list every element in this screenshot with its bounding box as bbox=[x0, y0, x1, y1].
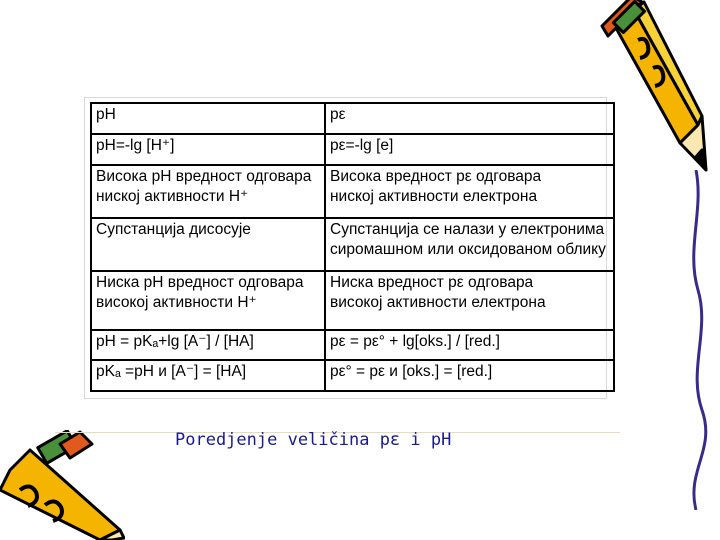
table-cell: pε° = pε и [oks.] = [red.] bbox=[325, 360, 614, 391]
table-cell: Супстанција дисосује bbox=[91, 218, 325, 271]
slide-caption: Poredjenje veličina pε i pH bbox=[175, 430, 452, 450]
table-row bbox=[91, 165, 614, 218]
table-cell: Висока вредност pε одговара ниској активности електрона bbox=[325, 165, 614, 218]
table-cell: pε bbox=[325, 103, 614, 134]
table-row bbox=[91, 271, 614, 330]
table-cell: Ниска pH вредност одговара високој активности H⁺ bbox=[91, 271, 325, 330]
comparison-table bbox=[90, 102, 615, 392]
table-cell: pH = pKₐ+lg [A⁻] / [HA] bbox=[91, 330, 325, 361]
table-row bbox=[91, 218, 614, 271]
table-cell: pKₐ =pH и [A⁻] = [HA] bbox=[91, 360, 325, 391]
table-row bbox=[91, 103, 614, 134]
decorative-line bbox=[676, 170, 720, 510]
pencil-icon bbox=[0, 430, 125, 540]
table-cell: Висока pH вредност одговара ниској активности H⁺ bbox=[91, 165, 325, 218]
table-row bbox=[91, 134, 614, 166]
table-cell: pε = pε° + lg[oks.] / [red.] bbox=[325, 330, 614, 361]
table-cell: pH=-lg [H⁺] bbox=[91, 134, 325, 166]
table-cell: Супстанција се налази у електронима сиромашном или оксидованом облику bbox=[325, 218, 614, 271]
comparison-table-image bbox=[84, 97, 607, 399]
table-cell: pε=-lg [e] bbox=[325, 134, 614, 166]
table-cell: Ниска вредност pε одговара високој активности електрона bbox=[325, 271, 614, 330]
table-cell: pH bbox=[91, 103, 325, 134]
table-row bbox=[91, 330, 614, 361]
table-row bbox=[91, 360, 614, 391]
